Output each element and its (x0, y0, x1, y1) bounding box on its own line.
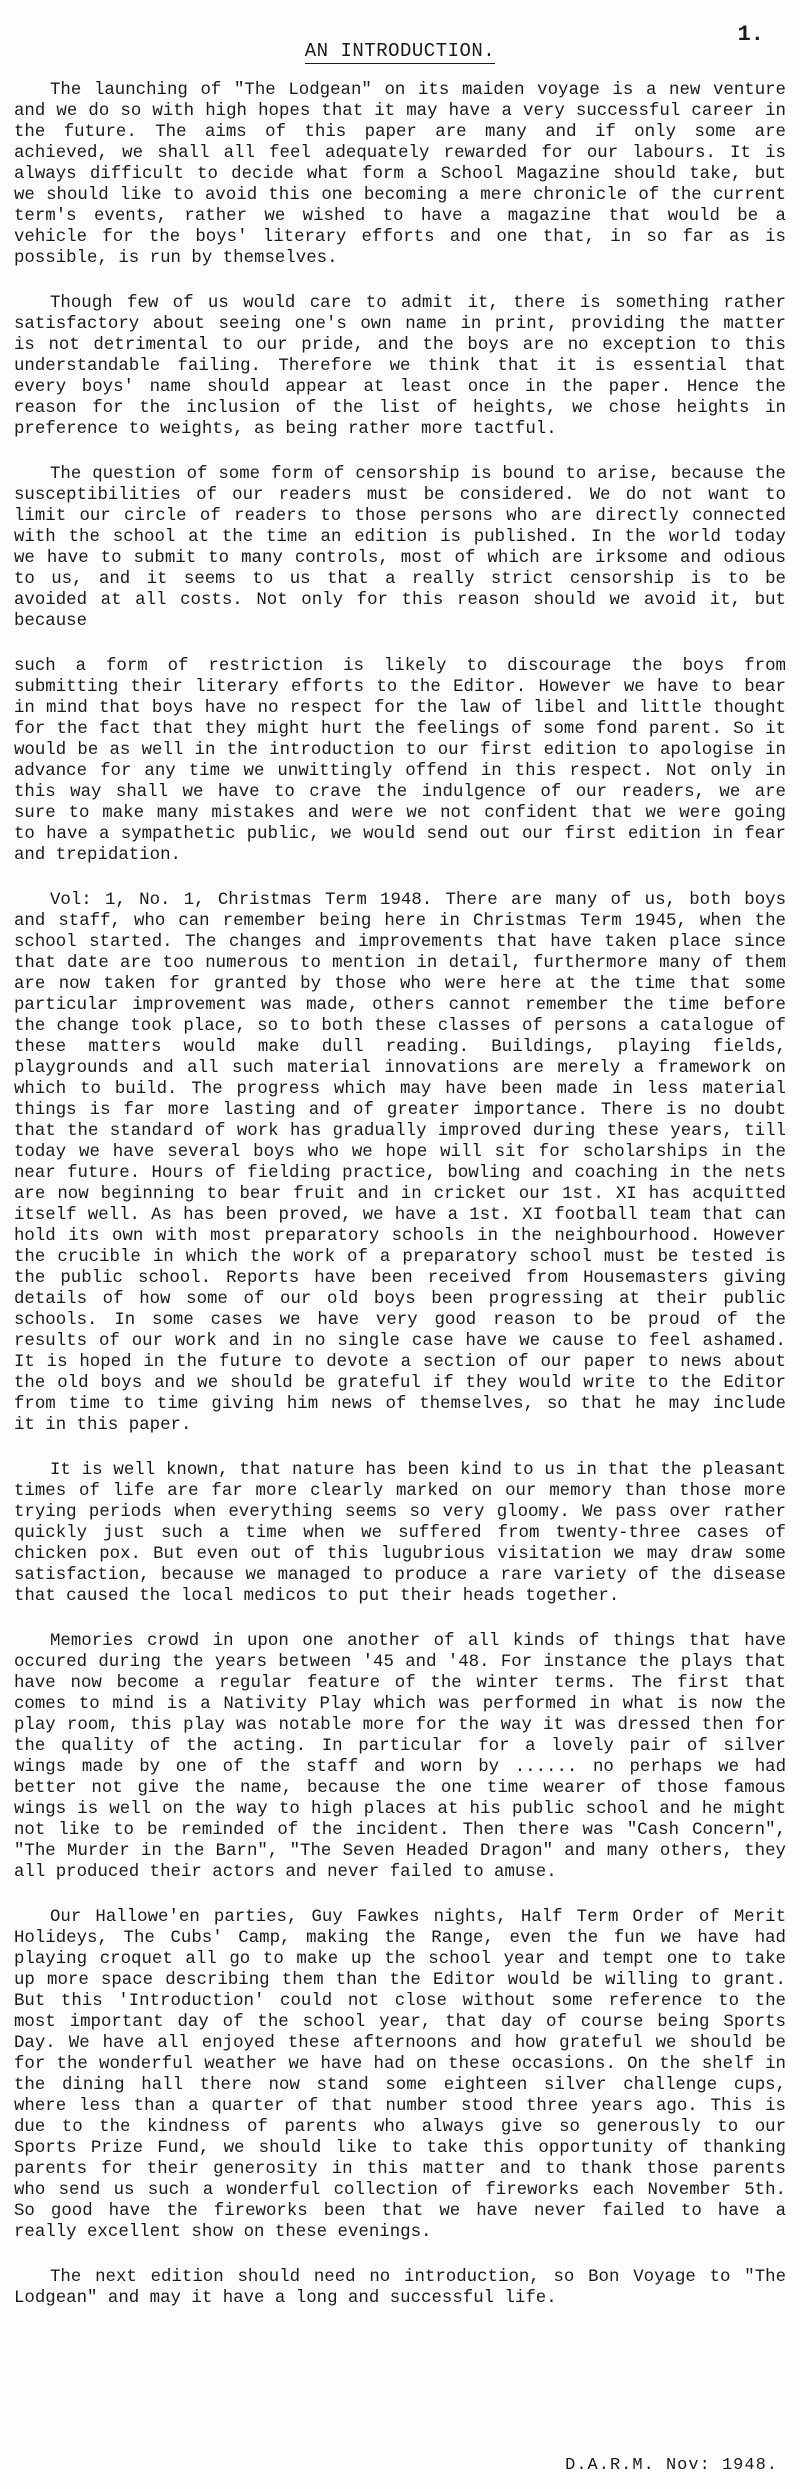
paragraph-launching: The launching of "The Lodgean" on its maiden voyage is a new venture and we do so with high hopes that it may have a very successful career in the future. The aims of this paper are many and if only some are achieved, we shall all feel adequately rewarded for our labours. It is always difficult to decide what form a School Magazine should take, but we should like to avoid this one becoming a mere chronicle of the current term's events, rather we wished to have a magazine that would be a vehicle for the boys' literary efforts and one that, in so far as is possible, is run by themselves. (14, 81, 786, 268)
article-title (0, 40, 800, 62)
page-number: 1. (737, 22, 764, 47)
paragraph-chicken-pox: It is well known, that nature has been kind to us in that the pleasant times of life are far more clearly marked on our memory than those more trying periods when everything seems so very gloomy. We pass over rather quickly just such a time when we suffered from twenty-three cases of chicken pox. But even out of this lugubrious visitation we may draw some satisfaction, because we managed to produce a rare variety of the disease that caused the local medicos to put their heads together. (14, 1461, 786, 1606)
author-signature: D.A.R.M. Nov: 1948. (565, 2456, 778, 2475)
article-title-text: AN INTRODUCTION. (304, 40, 496, 62)
paragraph-closing: The next edition should need no introduction, so Bon Voyage to "The Lodgean" and may it have a long and successful life. (14, 2268, 786, 2308)
paragraph-history: Vol: 1, No. 1, Christmas Term 1948. There are many of us, both boys and staff, who can remember being here in Christmas Term 1945, when the school started. The changes and improvements that have taken place since that date are too numerous to mention in detail, furthermore many of them are now taken for granted by those who were here at the time that some particular improvement was made, others cannot remember the time before the change took place, so to both these classes of persons a catalogue of these matters would make dull reading. Buildings, playing fields, playgrounds and all such material innovations are merely a framework on which to build. The progress which may have been made in less material things is far more lasting and of greater importance. There is no doubt that the standard of work has gradually improved during these years, till today we have several boys who we hope will sit for scholarships in the near future. Hours of fielding practice, bowling and coaching in the nets are now beginning to bear fruit and in cricket our 1st. XI has acquitted itself well. As has been proved, we have a 1st. XI football team that can hold its own with most preparatory schools in the neighbourhood. However the crucible in which the work of a preparatory school must be tested is the public school. Reports have been received from Housemasters giving details of how some of our old boys been progressing at their public schools. In some cases we have very good reason to be proud of the results of our work and in no single case have we cause to feel ashamed. It is hoped in the future to devote a section of our paper to news about the old boys and we should be grateful if they would write to the Editor from time to time giving him news of themselves, so that he may include it in this paper. (14, 891, 786, 1435)
paragraph-censorship: The question of some form of censorship is bound to arise, because the susceptibilities of our readers must be considered. We do not want to limit our circle of readers to those persons who are directly connected with the school at the time an edition is published. In the world today we have to submit to many controls, most of which are irksome and odious to us, and it seems to us that a really strict censorship is to be avoided at all costs. Not only for this reason should we avoid it, but because (14, 465, 786, 631)
paragraph-memories: Memories crowd in upon one another of all kinds of things that have occured during the years between '45 and '48. For instance the plays that have now become a regular feature of the winter terms. The first that comes to mind is a Nativity Play which was performed in what is now the play room, this play was notable more for the way it was dressed then for the quality of the acting. In particular for a lovely pair of silver wings made by one of the staff and worn by ...... no perhaps we had better not give the name, because the one time wearer of those famous wings is well on the way to high places at his public school and he might not like to be reminded of the incident. Then there was "Cash Concern", "The Murder in the Barn", "The Seven Headed Dragon" and many others, they all produced their actors and never failed to amuse. (14, 1632, 786, 1882)
paragraph-name-in-print: Though few of us would care to admit it, there is something rather satisfactory about seeing one's own name in print, providing the matter is not detrimental to our pride, and the boys are no exception to this understandable failing. Therefore we think that it is essential that every boys' name should appear at least once in the paper. Hence the reason for the inclusion of the list of heights, we chose heights in preference to weights, as being rather more tactful. (14, 294, 786, 439)
article-body (14, 80, 786, 2333)
paragraph-events: Our Hallowe'en parties, Guy Fawkes nights, Half Term Order of Merit Holideys, The Cubs' Camp, making the Range, even the fun we have had playing croquet all go to make up the school year and tempt one to take up more space describing them than the Editor would be willing to grant. But this 'Introduction' could not close without some reference to the most important day of the school year, that day of course being Sports Day. We have all enjoyed these afternoons and how grateful we should be for the wonderful weather we have had on these occasions. On the shelf in the dining hall there now stand some eighteen silver challenge cups, where less than a quarter of that number stood three years ago. This is due to the kindness of parents who always give so generously to our Sports Prize Fund, we should like to take this opportunity of thanking parents for their generosity in this matter and to thank those parents who send us such a wonderful collection of fireworks each November 5th. So good have the fireworks been that we have never failed to have a really excellent show on these evenings. (14, 1908, 786, 2242)
paragraph-censorship-continued: such a form of restriction is likely to discourage the boys from submitting their literary efforts to the Editor. However we have to bear in mind that boys have no respect for the law of libel and little thought for the fact that they might hurt the feelings of some fond parent. So it would be as well in the introduction to our first edition to apologise in advance for any time we unwittingly offend in this respect. Not only in this way shall we have to crave the indulgence of our readers, we are sure to make many mistakes and were we not confident that we were going to have a sympathetic public, we would send out our first edition in fear and trepidation. (14, 657, 786, 865)
